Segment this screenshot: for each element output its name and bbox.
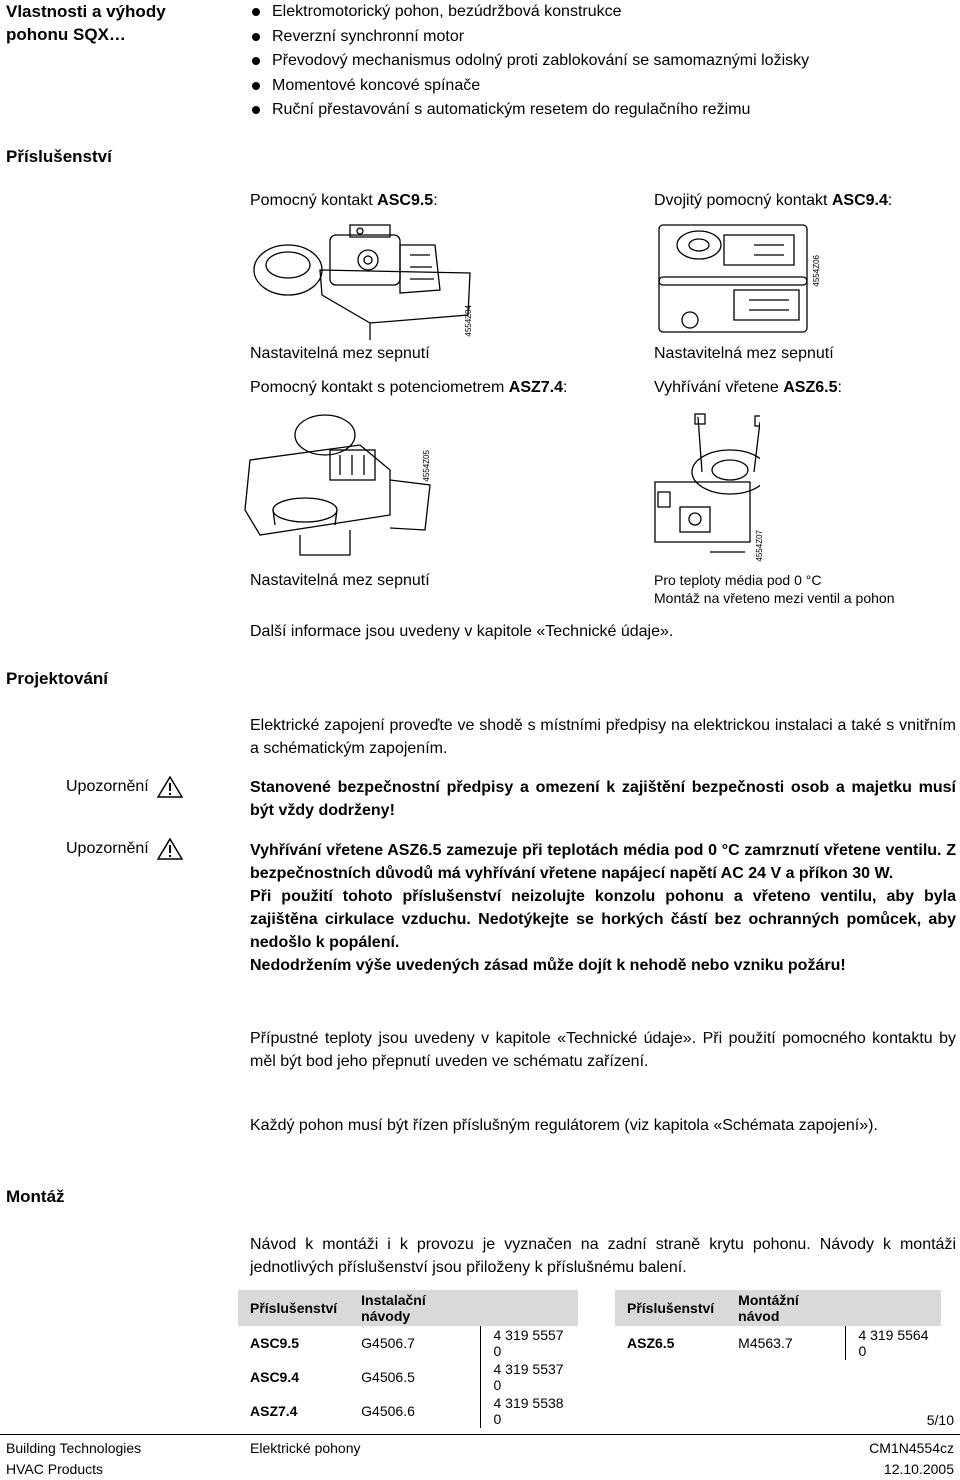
engineering-paragraph-3: Každý pohon musí být řízen příslušným regulátorem (viz kapitola «Schémata zapojení»). [250, 1117, 878, 1134]
footer-company: Building Technologies HVAC Products [6, 1440, 142, 1477]
asz65-caption-2: Montáž na vřeteno mezi ventil a pohon [654, 590, 895, 606]
bullet-icon [252, 57, 260, 65]
table-row: ASC9.5 G4506.7 4 319 5557 0 [238, 1326, 578, 1360]
table-row: ASZ6.5 M4563.7 4 319 5564 0 [615, 1326, 941, 1360]
asz74-caption: Nastavitelná mez sepnutí [250, 572, 430, 589]
page-number: 5/10 [926, 1412, 954, 1428]
installation-table [238, 1290, 578, 1428]
mounting-paragraph: Návod k montáži i k provozu je vyznačen na zadní straně krytu pohonu. Návody k montáži jednotlivých příslušenství jsou přiloženy k příslušnému balení. [250, 1236, 956, 1276]
warning-triangle-icon [157, 776, 183, 798]
asc94-figure [654, 215, 814, 340]
engineering-title: Projektování [6, 669, 109, 688]
list-item: Reverzní synchronní motor [250, 25, 809, 50]
asc95-heading: Pomocný kontakt ASC9.5: [250, 192, 438, 209]
asc94-heading: Dvojitý pomocný kontakt ASC9.4: [654, 192, 893, 209]
footer-doc-info: CM1N4554cz 12.10.2005 [869, 1440, 954, 1477]
mounting-title: Montáž [6, 1187, 65, 1206]
features-list [250, 0, 809, 123]
footer-divider [0, 1434, 960, 1435]
table-header-row: Příslušenství Montážní návod [615, 1290, 941, 1326]
asz74-heading: Pomocný kontakt s potenciometrem ASZ7.4: [250, 379, 568, 396]
asc94-fig-id: 4554Z06 [812, 255, 821, 287]
mounting-table [615, 1290, 941, 1360]
bullet-icon [252, 33, 260, 41]
accessories-title: Příslušenství [6, 147, 112, 166]
list-item: Ruční přestavování s automatickým resetem do regulačního režimu [250, 98, 809, 123]
asz74-figure [240, 410, 435, 560]
asc94-caption: Nastavitelná mez sepnutí [654, 345, 834, 362]
asc95-fig-id: 4554Z04 [464, 305, 473, 337]
warning-label-2: Upozornění [66, 838, 183, 860]
warning-text-2: Vyhřívání vřetene ASZ6.5 zamezuje při teplotách média pod 0 °C zamrznutí vřetene ventilu. Z bezpečnostních důvodů má vyhřívání vřetene napájecí napětí AC 24 V a příkon 30 W. Při použití tohoto příslušenství neizolujte konzolu pohonu a vřeteno ventilu, aby byla zajištěna cirkulace vzduchu. Nedotýkejte se horkých částí bez ochranných pomůcek, aby nedošlo k popálení. Nedodržením výše uvedených zásad může dojít k nehodě nebo vzniku požáru! [250, 842, 956, 974]
asz65-figure [650, 412, 760, 562]
table-header-row: Příslušenství Instalační návody [238, 1290, 578, 1326]
warning-text-1: Stanovené bezpečnostní předpisy a omezení k zajištění bezpečnosti osob a majetku musí být vždy dodrženy! [250, 779, 956, 819]
list-item: Momentové koncové spínače [250, 74, 809, 99]
features-title: Vlastnosti a výhody pohonu SQX… [6, 2, 166, 44]
footer-section: Elektrické pohony [250, 1440, 361, 1456]
bullet-icon [252, 106, 260, 114]
asc95-caption: Nastavitelná mez sepnutí [250, 345, 430, 362]
warning-triangle-icon [157, 838, 183, 860]
bullet-icon [252, 82, 260, 90]
asz65-caption-1: Pro teploty média pod 0 °C [654, 572, 822, 588]
warning-label-1: Upozornění [66, 776, 183, 798]
list-item: Elektromotorický pohon, bezúdržbová konstrukce [250, 0, 809, 25]
asz65-fig-id: 4554Z07 [755, 530, 764, 562]
table-row: ASC9.4 G4506.5 4 319 5537 0 [238, 1360, 578, 1394]
list-item: Převodový mechanismus odolný proti zablokování se samomaznými ložisky [250, 49, 809, 74]
bullet-icon [252, 8, 260, 16]
asc95-figure [250, 215, 480, 340]
more-info-text: Další informace jsou uvedeny v kapitole «Technické údaje». [250, 623, 674, 640]
engineering-paragraph-2: Přípustné teploty jsou uvedeny v kapitole «Technické údaje». Při použití pomocného kontaktu by měl být bod jeho přepnutí uveden ve schématu zařízení. [250, 1030, 956, 1070]
table-row: ASZ7.4 G4506.6 4 319 5538 0 [238, 1394, 578, 1428]
engineering-paragraph-1: Elektrické zapojení proveďte ve shodě s místními předpisy na elektrickou instalaci a také s vnitřním a schématickým zapojením. [250, 717, 956, 757]
asz74-fig-id: 4554Z05 [422, 450, 431, 482]
asz65-heading: Vyhřívání vřetene ASZ6.5: [654, 379, 842, 396]
